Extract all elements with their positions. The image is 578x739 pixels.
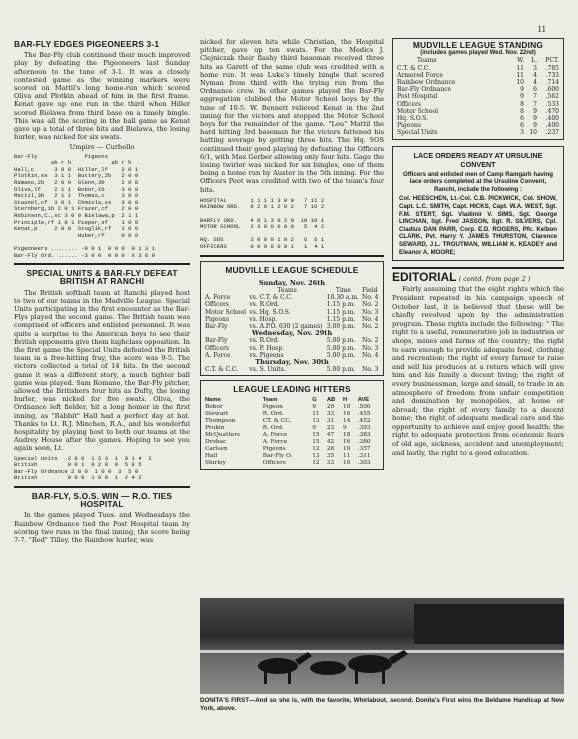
cell: A. Force	[205, 294, 231, 302]
cell: No. 2	[362, 301, 379, 309]
cell: Motor School	[397, 107, 439, 115]
cell: Bobor	[205, 403, 223, 410]
cell: .470	[545, 107, 559, 115]
standing-box	[392, 38, 564, 140]
box-score-pigeons: Bar-Fly Pigeons ab r h ab r h Hall,c 3 0 0 Hiller,lf 2 0 1 Plotkin,ss 3 1 1 Buttery,2b 2 0 0 Ramano,2b 2 0 0 Glenn,3b 2 0 0 Oliva,lf 2 1 1 Bobor,1b 3 0 0 Mattil,3b 2 1 1 Thomas,c 3 0 0 Staunel,cf 3 0 1 Chmiola,ss 3 0 0 Sternberg,1b 2 0 1 Frazer,cf 2 0 0 Robinson,C.,sc 3 0 0 Bielawa,p 2 1 1 Principle,rf 1 0 1 Pieper,sf 1 0 0 Kenat,p 2 0 0 Stuglik,rf 1 0 0 Huber,rf 0 0 0 Pigeoneers ........ -0 0 1 0 0 0 0 1 3 1 Bar-Fly Ord. ...... -3 0 0 0 0 0 X 3 6 0	[14, 152, 155, 259]
cell: 12	[312, 445, 320, 452]
standing-row	[397, 72, 559, 79]
col-header: Time	[335, 287, 351, 295]
cell: .600	[545, 86, 559, 94]
schedule-row	[204, 337, 380, 344]
standing-row	[397, 129, 559, 136]
cell: 4	[533, 79, 537, 87]
standing-header	[397, 57, 559, 64]
divider	[14, 486, 190, 488]
cell: 5.00 p.m.	[326, 344, 356, 352]
cell: No. 3	[362, 308, 379, 316]
cell: vs. A.P.O. 630 (2 games)	[249, 323, 323, 331]
cell: 6	[533, 86, 537, 94]
story-bar-fly-sos: In the games played Tues. and Wednesdays the Rainbow Ordnance tied the Post Hospital team by scoring two runs in the final inning, the score being 7-7. "Red" Tilley, the Rainbow hurler, was	[14, 511, 190, 544]
cell: 7	[533, 100, 537, 108]
hitter-row	[204, 446, 380, 453]
story-continued: nicked for eleven hits while Christian, the Hospital pitcher, gave up ten swats. For the Medics J. Clejniczak their flashy third baseman received three hits as Garett of the same club was credited with a home run. It was Luke's timely bingle that scored Nyman from third with the trying run from the Ordnance crew. In other games played the Bar-Fly aggregation clubbed the Motor School boys by the tune of 10-5. W. Bennett relieved Kenat in the 2nd inning for the victors and stopped the Motor School boys for the remainder of the game. "Lou" Mattil the hard hitting 3rd baseman for the victors fattened his batting average by getting three hits. The Hq. SOS continued their good playing by defeating the Officers 6/1, with Max Gerber allowing only four hits. Gage the losing twirler was nicked for six bingles, one of them being a home run by Auster in the 5th inning. For the Officers Peot was credited with two of the team's four hits.	[200, 38, 384, 194]
column-left	[14, 38, 190, 728]
editorial-header	[392, 270, 564, 285]
editorial-continued: ( contd. from page 2 )	[458, 275, 531, 284]
cell: 16	[343, 438, 351, 445]
editorial-title: EDITORIAL	[392, 270, 457, 285]
schedule-row	[204, 294, 380, 301]
hitter-row	[204, 411, 380, 418]
schedule-row	[204, 366, 380, 373]
cell: No. 2	[362, 337, 379, 345]
cell: Officers	[205, 344, 229, 352]
story-special-units: The British softball team at Ranchi played host to two of our teams in the Mudville League. Special Units participating in the first encounter as the Bar-Flys played the second game. The British team was comprised of officers and enlisted personnel. It was quite a surprise to the American boys to see their British opponents give them highclass opposition. In the first game the Special Units defeated the British team in a free-hitting fray, the score was 9-5. The victors collected a total of 14 hits. In the second game it was a different story, a much tighter ball game was played. Sam Romano, the Bar-Fly pitcher, allowed the Britishers four hits as Dufty, the losing hurler, was nicked for five swats. Oliva, the Ordnance left fielder, hit a long homer in the first inning, as "Rabbit" Hall had a perfect day at bat. Thanks to Lt. R.J. Minchen, R.A., and his wonderful hospitality by playing host to both our teams at the Audrey House after the games. Hoping to see you again soon, Lt.	[14, 288, 190, 453]
cell: 15	[312, 431, 320, 438]
lace-orders-box	[392, 146, 564, 262]
cell: vs. Hq. S.O.S.	[249, 308, 291, 316]
cell: Shirley	[205, 459, 226, 466]
col-header: Field	[362, 287, 378, 295]
col-header: AVE	[357, 396, 370, 403]
cell: 9	[533, 115, 537, 123]
cell: Bar-Fly O.	[262, 452, 293, 459]
cell: A. Force	[262, 431, 288, 438]
editorial-text: Fairly assuming that the eight rights which the President repeated in his campaign speech of October last, it is believed that these will be chiefly revolved upon by the administration program. These rights include the following: " The right to a useful, remunerative job in industries or shops, mines and farms of the country; the right to earn enough to provide adequate food, clothing and recreation; the right of every farmer to raise and sell his produces at a return which will give him and his family a decent living; the right of every businessman, large and small, to trade in an atmosphere of freedom from unfair competition and domination by monopolies, at home or abroad; the right of every family to a decent home; the right of adequate medical care and the opportunity to achieve and enjoy good health; the right to adequate protection from economic fears of old age, sickness, accident and unemployment; and lastly, the right to a good education.	[392, 285, 564, 457]
cell: C.T. & C.C.	[205, 366, 239, 374]
photo-caption: DONITA'S FIRST—And so she is, with the favorite, Whirlabout, second. Donita's First wins the Beldame Handicap at New York, above.	[200, 697, 564, 712]
hitter-row	[204, 404, 380, 411]
schedule-row	[204, 309, 380, 316]
cell: .562	[545, 93, 559, 101]
cell: vs. Pigeons	[249, 351, 284, 359]
story-bar-fly-edges: The Bar-Fly club continued their much improved play by defeating the Pigeoneers last Sunday afternoon to the tune of 3-1. It was a closely contested game as the winning markers were scored on Mattil's long home-run which scored Oliva and Plotkin ahead of him in the first frame. Kenat gave up one run in the third when Hiller scored Bielawa from third base on a timely bingle. This was all the scoring in the ball game as Kenat gave up a total of three hits and Bielawa, the losing hurler, was nicked for six swats.	[14, 51, 190, 142]
col-header: AB	[326, 396, 336, 403]
cell: .303	[357, 459, 371, 466]
col-header: W.	[516, 57, 524, 65]
cell: Hall	[205, 452, 218, 459]
schedule-box	[200, 261, 384, 377]
cell: Special Units	[397, 129, 438, 137]
cell: Hq. S.O.S.	[397, 115, 428, 123]
cell: 9	[533, 107, 537, 115]
schedule-row	[204, 301, 380, 308]
cell: 10	[343, 459, 351, 466]
col-header	[204, 287, 248, 294]
schedule-day: Wednesday, Nov. 29th	[251, 329, 333, 338]
cell: 9	[312, 403, 316, 410]
schedule-day: Sunday, Nov. 26th	[258, 278, 326, 287]
cell: 11	[312, 410, 320, 417]
cell: .533	[545, 100, 559, 108]
cell: Bar-Fly	[205, 323, 228, 331]
col-header: G	[312, 396, 317, 403]
cell: A. Force	[205, 351, 231, 359]
standing-table	[397, 57, 559, 136]
cell: Motor School	[205, 308, 247, 316]
cell: 3.00 p.m.	[326, 323, 356, 331]
horse-silhouettes	[258, 650, 408, 684]
cell: vs. R.Ord.	[249, 337, 280, 345]
cell: 11	[343, 452, 351, 459]
col-header: Team	[262, 396, 278, 403]
box-score-british: Special Units 2 0 0 1 2 3 1 9 1 4 2 British 0 0 1 0 2 0 0 5 8 5 Bar-Fly Ordnance 2 0 0 1 0 0 3 5 0 British 0 0 0 1 0 0 1 2 4 2	[14, 454, 152, 482]
cell: Post Hospital	[397, 93, 438, 101]
cell: 23	[326, 424, 335, 431]
cell: 28	[326, 445, 335, 452]
cell: Pigeon	[262, 403, 283, 410]
headline-bar-fly-sos: BAR-FLY, S.O.S. WIN — R.O. TIES HOSPITAL	[31, 490, 173, 510]
cell: 15	[312, 438, 320, 445]
cell: 13	[312, 417, 320, 424]
cell: 20	[326, 403, 335, 410]
cell: No. 2	[362, 323, 379, 331]
headline-special-units: SPECIAL UNITS & BAR-FLY DEFEAT BRITISH AT RANCHI	[26, 268, 178, 287]
lace-names: Col. HEESCHEN, Lt.-Col. C.B. PICKWICK, Col. SHOW, Capt. L.C. SMITH, Capt. HICKS, Capt. W.A. WEST, Sgt. F.M. STERT, Sgt. Vladimir V. SIMS, Sgt. George LINCHAN, Sgt. Fred JASSON, Sgt. R. SILVERS, Cpl. Cladius DAN PARR, Corp. E.D. ROGERS, Pfc. Kelbon CLARK, Pvt. Harry Y. JAMES THURSTON, Clarence SEWARD, J.L. TROUTMAN, WILLIAM K. KEADEY and Eleanor A. MOORE;	[399, 195, 557, 256]
cell: Officers	[397, 100, 421, 108]
column-middle	[200, 38, 384, 594]
cell: Bar-Fly	[205, 337, 228, 345]
standing-subtitle: (includes games played Wed. Nov. 22nd)	[420, 50, 536, 57]
hitter-row	[204, 439, 380, 446]
schedule-row	[204, 316, 380, 323]
standing-title: MUDVILLE LEAGUE STANDING	[412, 40, 544, 50]
cell: 10	[343, 445, 351, 452]
cell: Pigeons	[262, 445, 286, 452]
cell: 9	[312, 424, 316, 431]
standing-row	[397, 108, 559, 115]
cell: 1.15 p.m.	[326, 315, 356, 323]
standing-row	[397, 79, 559, 86]
hitter-row	[204, 460, 380, 467]
page-number: 11	[537, 24, 546, 34]
col-header: PCT.	[545, 57, 559, 65]
cell: vs. R.Ord.	[249, 301, 280, 309]
cell: 33	[326, 459, 335, 466]
cell: 35	[326, 452, 335, 459]
cell: Officers	[262, 459, 286, 466]
cell: A. Force	[262, 438, 288, 445]
cell: 1.15 p.m.	[326, 301, 356, 309]
cell: 9	[520, 93, 524, 101]
cell: vs. P. Hosp.	[249, 344, 284, 352]
cell: 9	[520, 86, 524, 94]
hitters-title: LEAGUE LEADING HITTERS	[233, 384, 351, 395]
standing-row	[397, 93, 559, 100]
cell: 9	[343, 424, 347, 431]
cell: .383	[357, 431, 371, 438]
cell: 3	[533, 64, 537, 72]
cell: .500	[357, 403, 371, 410]
cell: .393	[357, 424, 371, 431]
hitter-row	[204, 418, 380, 425]
cell: Prukin	[205, 424, 225, 431]
cell: C.T. & C.C.	[397, 64, 431, 72]
col-header: Teams	[277, 287, 297, 295]
schedule-table	[204, 287, 380, 373]
hitter-row	[204, 453, 380, 460]
headline-bar-fly-edges: BAR-FLY EDGES PIGEONEERS 3-1	[14, 39, 160, 49]
col-header: L.	[531, 57, 537, 65]
cell: .400	[545, 115, 559, 123]
schedule-title: MUDVILLE LEAGUE SCHEDULE	[225, 264, 359, 275]
cell: 5.00 p.m.	[326, 366, 356, 374]
cell: 31	[326, 417, 335, 424]
standing-row	[397, 101, 559, 108]
cell: 6	[520, 115, 524, 123]
col-header: H	[343, 396, 348, 403]
divider	[14, 263, 190, 265]
cell: 47	[326, 431, 335, 438]
cell: .380	[357, 438, 371, 445]
col-header: Teams	[417, 57, 437, 65]
standing-row	[397, 86, 559, 93]
cell: McQuatters	[205, 431, 240, 438]
cell: R. Ord.	[262, 410, 284, 417]
newspaper-page	[14, 16, 564, 728]
cell: 16	[343, 410, 351, 417]
cell: .357	[357, 445, 371, 452]
cell: No. 4	[362, 315, 379, 323]
cell: Drobac	[205, 438, 227, 445]
column-right	[392, 38, 564, 594]
standing-row	[397, 115, 559, 122]
cell: 11	[516, 71, 524, 79]
cell: .714	[545, 79, 559, 87]
cell: No. 4	[362, 294, 379, 302]
umpire-line: Umpire — Curbello	[69, 143, 135, 152]
cell: .237	[545, 129, 559, 137]
cell: .311	[357, 452, 371, 459]
cell: 18	[343, 431, 351, 438]
horses-illustration	[200, 598, 564, 694]
cell: .733	[545, 71, 559, 79]
horse-race-photo	[200, 598, 564, 694]
cell: 13	[312, 452, 320, 459]
cell: vs. Hosp.	[249, 315, 278, 323]
cell: Pigeons	[205, 315, 229, 323]
hitters-box	[200, 380, 384, 469]
cell: R. Ord.	[262, 424, 284, 431]
cell: Thompson	[205, 417, 236, 424]
cell: Rainbow Ordnance	[397, 79, 456, 87]
cell: Carlsen	[205, 445, 228, 452]
box-score-hospital: HOSPITAL 1 1 1 1 3 0 0 7 11 2 RAINBOW ORD. 0 2 0 1 2 0 2 7 10 2 BARFLY ORD. 4 0 1 3 0 2 0 10 10 1 MOTOR SCHOOL 2 3 0 0 0 0 0 5 4 2 HQ. SOS 3 0 0 0 1 0 2 6 6 1 OFFICERS 0 0 0 0 0 0 1 1 4 1	[200, 196, 325, 251]
schedule-row	[204, 345, 380, 352]
schedule-day: Thursday, Nov. 30th	[255, 358, 329, 367]
cell: vs. C.T. & C.C.	[249, 294, 293, 302]
cell: 14	[343, 417, 351, 424]
lace-title: LACE ORDERS READY AT URSULINE CONVENT	[413, 150, 543, 169]
cell: 11	[516, 64, 524, 72]
photo-block	[200, 598, 564, 720]
cell: Bar-Fly Ordnance	[397, 86, 452, 94]
cell: Armored Force	[397, 71, 443, 79]
cell: No. 3	[362, 366, 379, 374]
cell: 8	[520, 107, 524, 115]
cell: 1.15 p.m.	[326, 308, 356, 316]
cell: 12	[312, 459, 320, 466]
cell: 9	[533, 122, 537, 130]
hitter-row	[204, 432, 380, 439]
hitters-header	[204, 397, 380, 404]
cell: No. 4	[362, 351, 379, 359]
cell: Stewart	[205, 410, 229, 417]
cell: .455	[357, 410, 371, 417]
lace-intro: Officers and enlisted men of Camp Ramgarh having lace orders completed at the Ursuline Convent, Ranchi, include the following :	[402, 170, 553, 193]
schedule-header	[204, 287, 380, 294]
cell: .785	[545, 64, 559, 72]
cell: 4	[533, 71, 537, 79]
cell: 5.00 p.m.	[326, 351, 356, 359]
cell: CT. & CC.	[262, 417, 292, 424]
cell: .452	[357, 417, 371, 424]
cell: 10	[343, 403, 351, 410]
cell: 7	[533, 93, 537, 101]
divider	[200, 255, 384, 257]
cell: 10	[529, 129, 537, 137]
hitters-table	[204, 397, 380, 467]
col-header: Name	[205, 396, 221, 403]
cell: 33	[326, 410, 335, 417]
cell: 10	[516, 79, 524, 87]
standing-row	[397, 65, 559, 72]
cell: 5.00 p.m.	[326, 337, 356, 345]
cell: Pigeons	[397, 122, 421, 130]
cell: 42	[326, 438, 335, 445]
cell: 10.30 a.m.	[326, 294, 359, 302]
cell: No. 3	[362, 344, 379, 352]
cell: 3	[520, 129, 524, 137]
divider	[392, 267, 564, 269]
cell: Officers	[205, 301, 229, 309]
cell: 8	[520, 100, 524, 108]
cell: vs. S. Units.	[249, 366, 286, 374]
hitter-row	[204, 425, 380, 432]
cell: 6	[520, 122, 524, 130]
cell: .400	[545, 122, 559, 130]
standing-row	[397, 122, 559, 129]
